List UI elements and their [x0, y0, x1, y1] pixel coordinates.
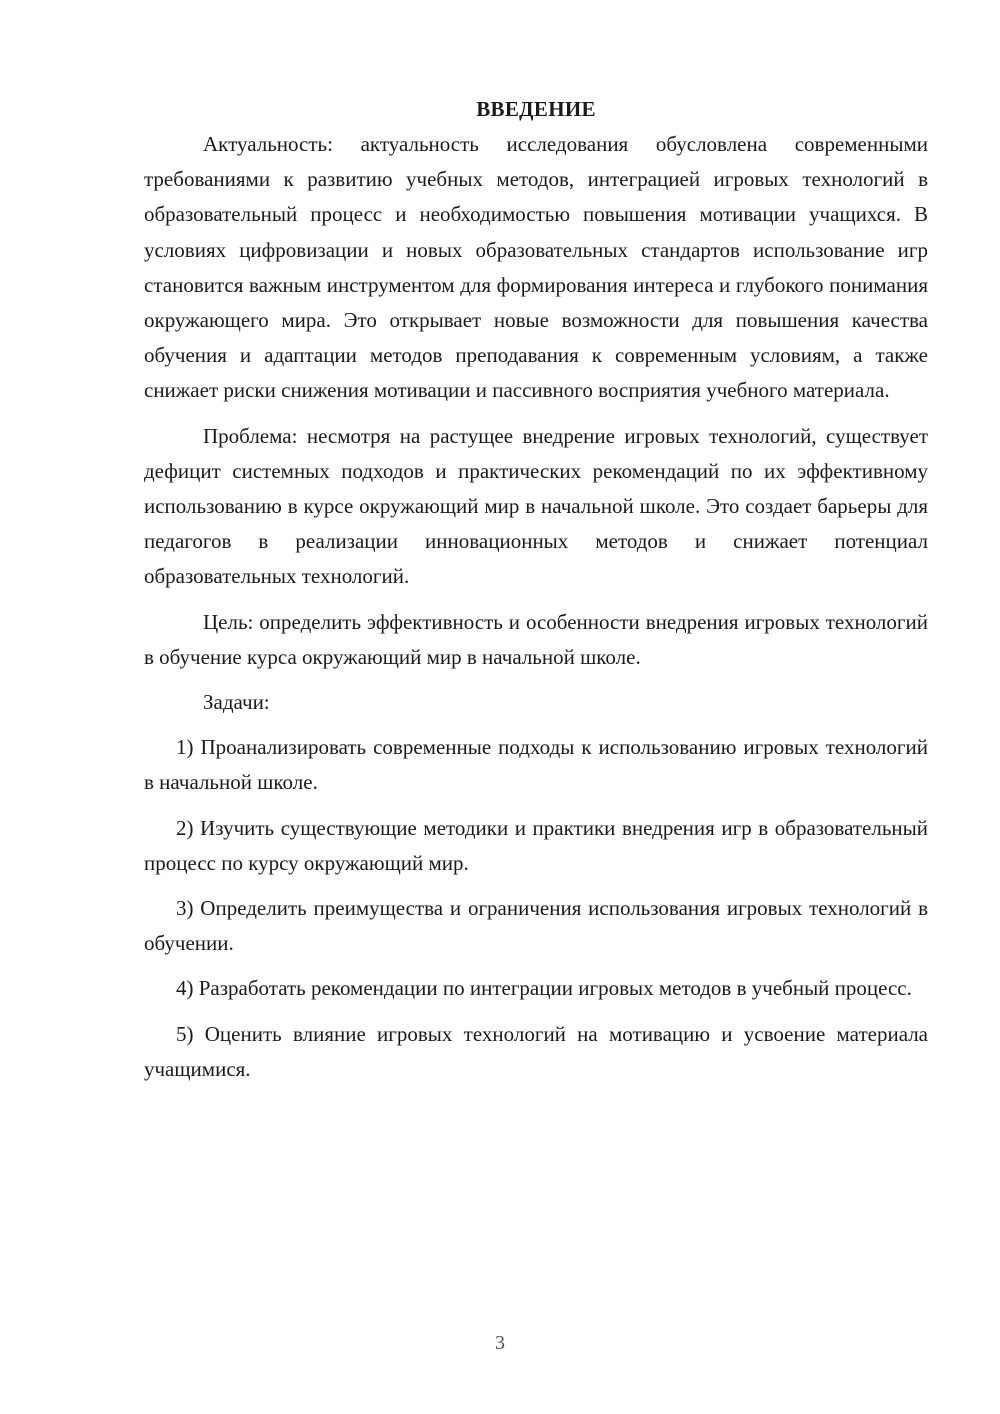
- page-number: 3: [495, 1332, 505, 1354]
- task-item: 1) Проанализировать современные подходы к использованию игровых технологий в начальной школе.: [144, 735, 928, 795]
- task-item: 2) Изучить существующие методики и практики внедрения игр в образовательный процесс по курсу окружающий мир.: [144, 815, 928, 875]
- problem-paragraph: Проблема: несмотря на растущее внедрение игровых технологий, существует дефицит системных подходов и практических рекомендаций по их эффективному использованию в курсе окружающий мир в начальной школе. Это создает барьеры для педагогов в реализации инновационных методов и снижает потенциал образовательных технологий.: [144, 423, 928, 589]
- goal-paragraph: Цель: определить эффективность и особенности внедрения игровых технологий в обучение курса окружающий мир в начальной школе.: [144, 609, 928, 669]
- page-content: [144, 92, 928, 1087]
- tasks-list: [144, 730, 928, 1087]
- section-title: ВВЕДЕНИЕ: [476, 97, 596, 121]
- task-item: 4) Разработать рекомендации по интеграции игровых методов в учебный процесс.: [176, 976, 912, 1001]
- relevance-paragraph: Актуальность: актуальность исследования обусловлена современными требованиями к развитию учебных методов, интеграцией игровых технологий в образовательный процесс и необходимостью повышения мотивации учащихся. В условиях цифровизации и новых образовательных стандартов использование игр становится важным инструментом для формирования интереса и глубокого понимания окружающего мира. Это открывает новые возможности для повышения качества обучения и адаптации методов преподавания к современным условиям, а также снижает риски снижения мотивации и пассивного восприятия учебного материала.: [144, 132, 928, 403]
- task-item: 5) Оценить влияние игровых технологий на мотивацию и усвоение материала учащимися.: [144, 1021, 928, 1081]
- tasks-heading: Задачи:: [203, 690, 270, 715]
- task-item: 3) Определить преимущества и ограничения использования игровых технологий в обучении.: [144, 896, 928, 956]
